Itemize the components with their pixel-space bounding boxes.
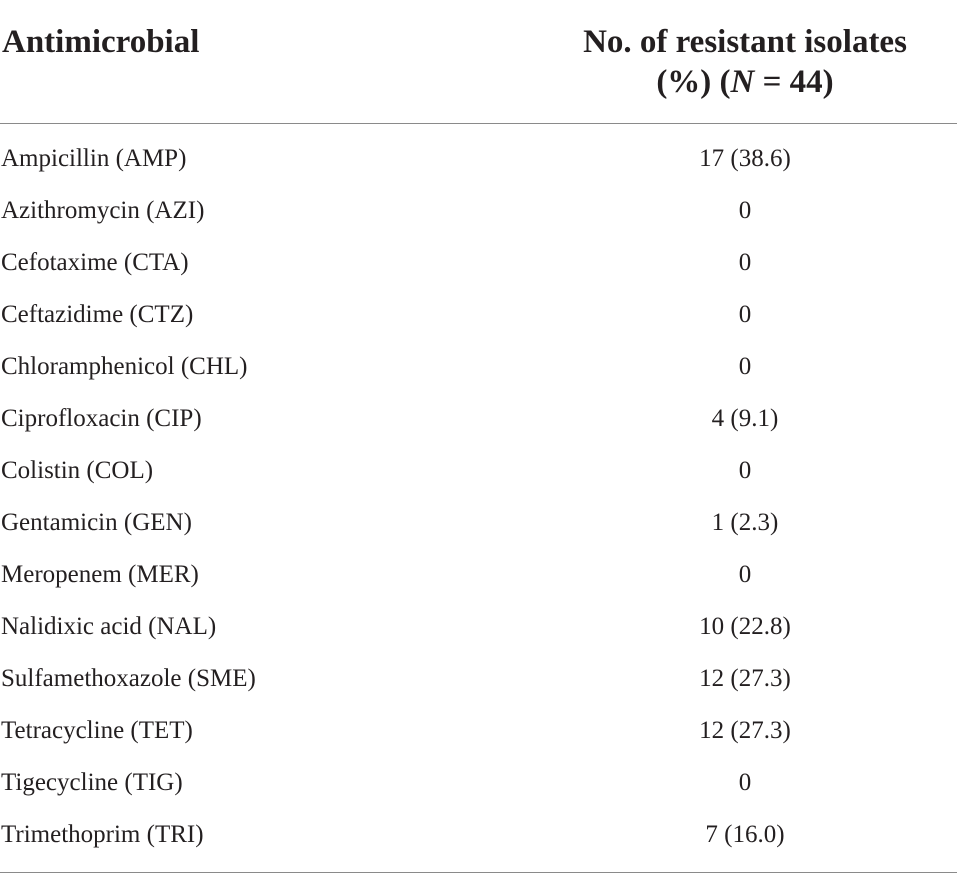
table-bottom-rule: [0, 872, 957, 873]
table-row: [0, 186, 957, 238]
table-row: [0, 290, 957, 342]
header-resistant-isolates: [530, 22, 957, 102]
header-resistant-line1: No. of resistant isolates: [583, 24, 907, 60]
cell-resistant: 0: [738, 197, 752, 224]
cell-resistant: 1 (2.3): [711, 509, 779, 536]
header-pct-open: (%) (: [656, 64, 731, 100]
table-row: [0, 602, 957, 654]
cell-antimicrobial: Tetracycline (TET): [1, 717, 193, 744]
cell-resistant: 0: [738, 769, 752, 796]
table-row: [0, 446, 957, 498]
table-row: [0, 550, 957, 602]
cell-antimicrobial: Tigecycline (TIG): [1, 769, 183, 796]
cell-resistant: 0: [738, 353, 752, 380]
cell-antimicrobial: Colistin (COL): [1, 457, 154, 484]
table-header: [0, 0, 957, 124]
cell-antimicrobial: Cefotaxime (CTA): [1, 249, 189, 276]
cell-antimicrobial: Sulfamethoxazole (SME): [1, 665, 256, 692]
cell-resistant: 0: [738, 249, 752, 276]
table-row: [0, 654, 957, 706]
cell-resistant: 10 (22.8): [699, 613, 791, 640]
cell-antimicrobial: Trimethoprim (TRI): [1, 821, 204, 848]
cell-resistant: 7 (16.0): [705, 821, 785, 848]
cell-antimicrobial: Ceftazidime (CTZ): [1, 301, 194, 328]
cell-resistant: 4 (9.1): [711, 405, 779, 432]
header-n-value: = 44): [754, 64, 834, 100]
header-n-symbol: N: [730, 64, 755, 100]
cell-resistant: 0: [738, 301, 752, 328]
table-body: [0, 124, 957, 862]
table-row: [0, 810, 957, 862]
table-row: [0, 342, 957, 394]
cell-resistant: 0: [738, 561, 752, 588]
table-row: [0, 706, 957, 758]
cell-resistant: 17 (38.6): [699, 145, 791, 172]
header-resistant-line2: [530, 62, 957, 102]
cell-antimicrobial: Ampicillin (AMP): [1, 145, 187, 172]
cell-antimicrobial: Meropenem (MER): [1, 561, 199, 588]
cell-resistant: 12 (27.3): [699, 665, 791, 692]
cell-resistant: 0: [738, 457, 752, 484]
table-row: [0, 134, 957, 186]
cell-antimicrobial: Gentamicin (GEN): [1, 509, 192, 536]
table-row: [0, 394, 957, 446]
header-antimicrobial: Antimicrobial: [2, 24, 200, 60]
table-row: [0, 238, 957, 290]
cell-antimicrobial: Chloramphenicol (CHL): [1, 353, 248, 380]
cell-antimicrobial: Nalidixic acid (NAL): [1, 613, 217, 640]
table-row: [0, 758, 957, 810]
cell-antimicrobial: Azithromycin (AZI): [1, 197, 205, 224]
cell-resistant: 12 (27.3): [699, 717, 791, 744]
cell-antimicrobial: Ciprofloxacin (CIP): [1, 405, 202, 432]
table-row: [0, 498, 957, 550]
